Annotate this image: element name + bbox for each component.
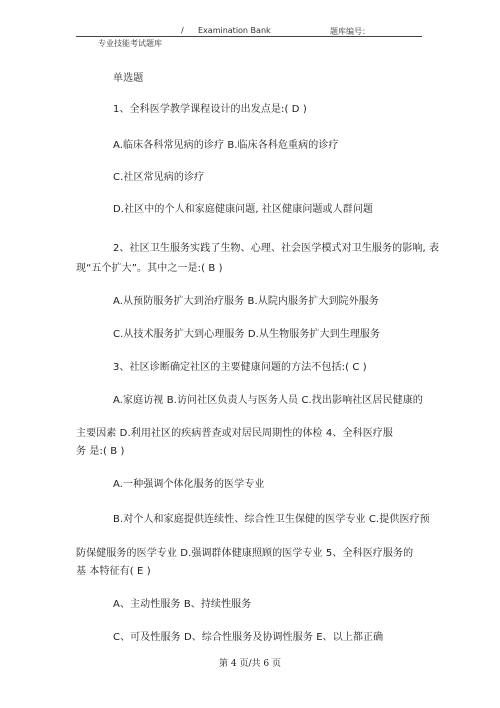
text-line: 务 是:( B )	[76, 446, 125, 457]
text-line: 3、社区诊断确定社区的主要健康问题的方法不包括:( C )	[113, 362, 367, 373]
text-line: C.从技术服务扩大到心理服务 D.从生物服务扩大到生理服务	[113, 329, 381, 340]
header-rule	[76, 36, 422, 37]
header-slash: /	[181, 26, 184, 35]
text-line: A.家庭访视 B.访问社区负责人与医务人员 C.找出影响社区居民健康的	[113, 395, 423, 406]
text-line: C.社区常见病的诊疗	[113, 172, 205, 183]
text-line: A.一种强调个体化服务的医学专业	[113, 479, 265, 490]
page-number: 第 4 页/共 6 页	[219, 659, 281, 669]
text-line: 2、社区卫生服务实践了生物、心理、社会医学模式对卫生服务的影响, 表	[113, 243, 440, 254]
header-bank-number: 题库编号：	[330, 27, 370, 36]
header-left-title: 专业技能考试题库	[98, 39, 162, 48]
header-center-title: Examination Bank	[198, 26, 271, 35]
text-line: A、主动性服务 B、持续性服务	[113, 599, 252, 610]
text-line: A.临床各科常见病的诊疗 B.临床各科危重病的诊疗	[113, 140, 339, 151]
text-line: A.从预防服务扩大到治疗服务 B.从院内服务扩大到院外服务	[113, 296, 379, 307]
text-line: 1、全科医学教学课程设计的出发点是:( D )	[113, 104, 307, 115]
text-line: 现“五个扩大”。其中之一是:( B )	[76, 263, 223, 274]
text-line: 主要因素 D.利用社区的疾病普查或对居民周期性的体检 4、全科医疗服	[76, 428, 393, 439]
text-line: 基 本特征有( E )	[76, 566, 151, 577]
text-line: B.对个人和家庭提供连续性、综合性卫生保健的医学专业 C.提供医疗预	[113, 514, 430, 525]
text-line: C、可及性服务 D、综合性服务及协调性服务 E、以上都正确	[113, 632, 384, 643]
text-line: 防保健服务的医学专业 D.强调群体健康照顾的医学专业 5、全科医疗服务的	[76, 548, 414, 559]
section-title: 单选题	[113, 73, 144, 84]
text-line: D.社区中的个人和家庭健康问题, 社区健康问题或人群问题	[113, 204, 374, 215]
